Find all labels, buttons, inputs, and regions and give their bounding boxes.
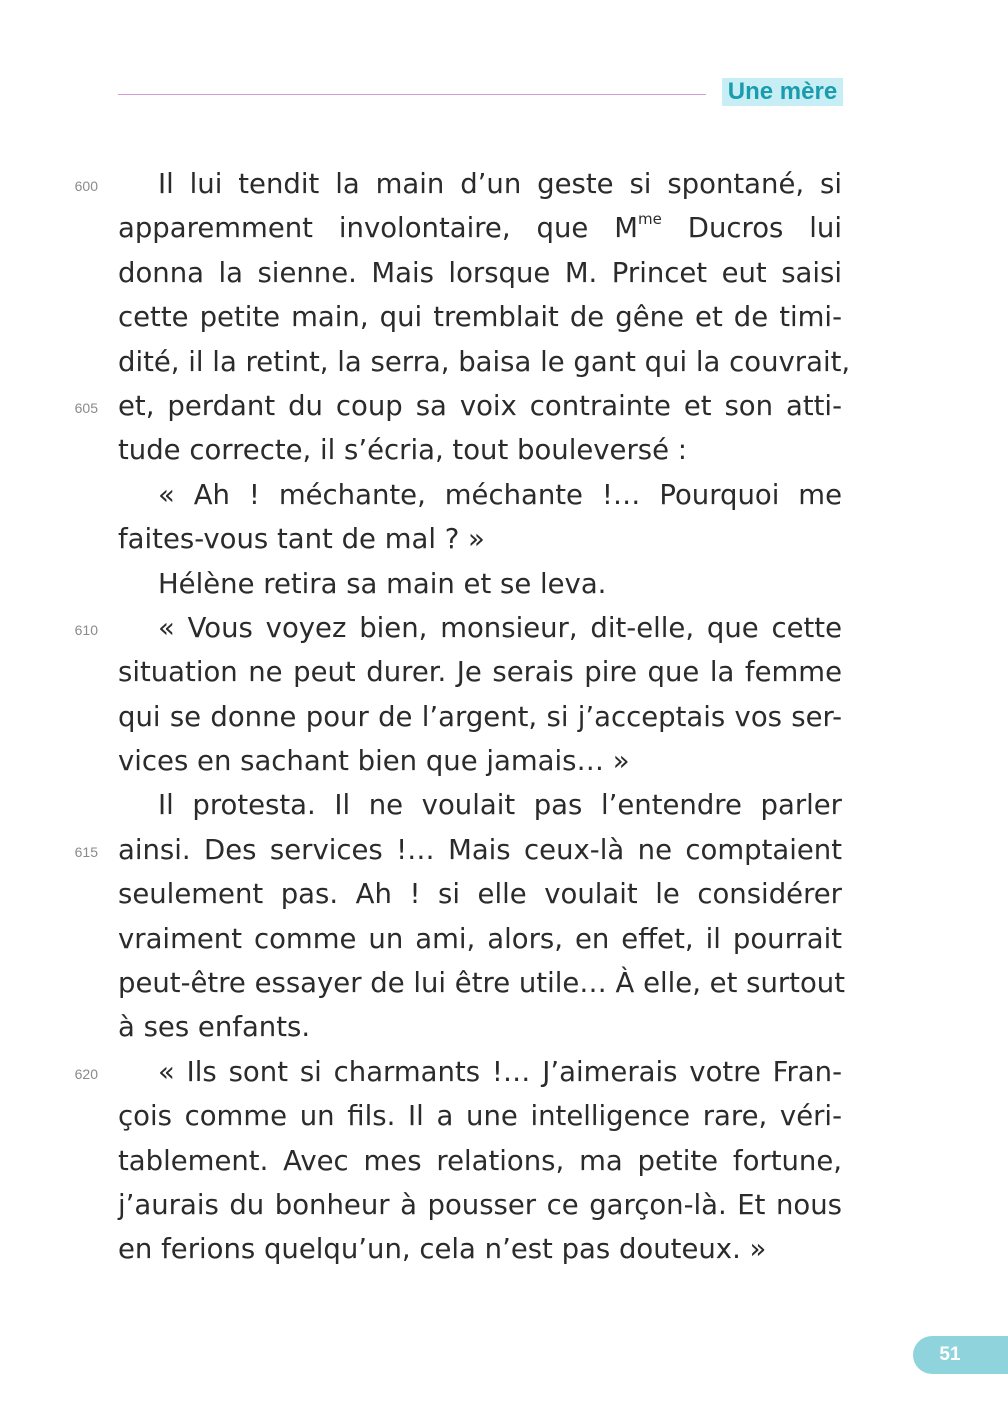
text-line [118,562,842,606]
text-line-content: vraiment comme un ami, alors, en effet, il pourrait [118,922,842,955]
text-line [118,917,842,961]
text-line [118,1005,842,1049]
page-number-tab [913,1336,1008,1374]
text-line-content: « Vous voyez bien, monsieur, dit-elle, que cette [158,611,842,644]
text-line-content: cette petite main, qui tremblait de gêne et de timi- [118,301,842,334]
text-line [118,1227,842,1271]
text-line-content: Ducros lui [661,212,842,245]
text-line [118,1050,842,1094]
text-line-content: Hélène retira sa main et se leva. [158,567,607,600]
header-rule [118,94,706,95]
text-line [118,695,842,739]
line-number: 615 [74,844,98,860]
text-line-content: seulement pas. Ah ! si elle voulait le considérer [118,878,842,911]
text-line [118,517,842,561]
text-line-content: vices en sachant bien que jamais… » [118,745,630,778]
text-line-content: dité, il la retint, la serra, baisa le gant qui la couvrait, [118,345,851,378]
line-number: 600 [74,178,98,194]
text-line [118,251,842,295]
text-line [118,162,842,206]
text-line [118,1139,842,1183]
text-line [118,739,842,783]
text-line-content: situation ne peut durer. Je serais pire que la femme [118,656,842,689]
text-line [118,340,851,384]
text-line [118,606,842,650]
text-line-content: qui se donne pour de l’argent, si j’acceptais vos ser- [118,700,842,733]
running-head-title: Une mère [722,78,843,106]
text-line [118,1183,842,1227]
text-line-content: ainsi. Des services !… Mais ceux-là ne comptaient [118,833,842,866]
text-line-content: faites-vous tant de mal ? » [118,523,485,556]
text-line-content: çois comme un fils. Il a une intelligence rare, véri- [118,1100,842,1133]
abbreviation-superscript: me [637,210,662,229]
text-line [118,872,842,916]
line-number: 610 [74,622,98,638]
text-line-content: apparemment involontaire, que M [118,212,638,245]
text-line [118,384,842,428]
text-line-content: « Ils sont si charmants !… J’aimerais votre Fran- [158,1055,842,1088]
text-line-content: Il lui tendit la main d’un geste si spontané, si [158,168,842,200]
text-line-content: en ferions quelqu’un, cela n’est pas douteux. » [118,1233,767,1266]
text-line [118,961,846,1005]
line-number: 605 [74,400,98,416]
text-line [118,828,842,872]
text-line-content: tude correcte, il s’écria, tout bouleversé : [118,434,688,467]
text-line-content: et, perdant du coup sa voix contrainte et son atti- [118,389,842,422]
line-number: 620 [74,1066,98,1082]
text-line-content: « Ah ! méchante, méchante !… Pourquoi me [158,478,842,511]
text-line [118,428,842,472]
body-text [118,162,851,1272]
text-line-content: tablement. Avec mes relations, ma petite fortune, [118,1144,842,1177]
text-line [118,650,842,694]
text-line [118,295,842,339]
text-line-content: à ses enfants. [118,1011,311,1044]
text-line-content: peut-être essayer de lui être utile… À elle, et surtout [118,967,846,1000]
text-line [118,473,842,517]
page-number: 51 [939,1344,961,1365]
text-line-content: Il protesta. Il ne voulait pas l’entendre parler [158,789,842,822]
text-line [118,1094,842,1138]
text-line-content: j’aurais du bonheur à pousser ce garçon-là. Et nous [118,1188,842,1221]
text-line [118,783,842,827]
text-line-content: donna la sienne. Mais lorsque M. Princet eut saisi [118,256,842,289]
text-line [118,206,842,250]
